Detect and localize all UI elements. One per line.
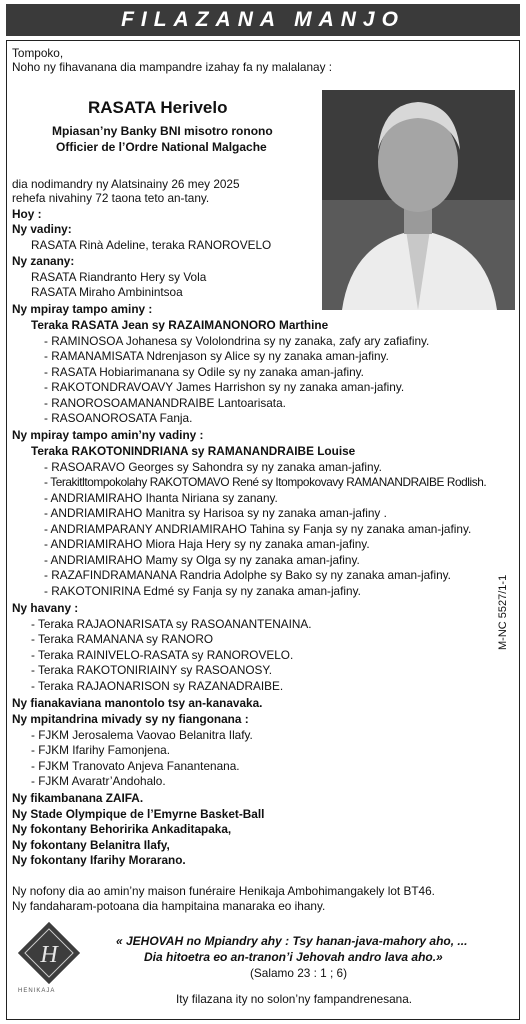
- page-header: [6, 4, 520, 36]
- mpitandrina-label: Ny mpitandrina mivady sy ny fiangonana :: [12, 712, 249, 726]
- death-date: dia nodimandry ny Alatsinainy 26 mey 2025: [12, 177, 240, 191]
- mpiray-entry: - RAMANAMISATA Ndrenjason sy Alice sy ny zanaka aman-jafiny.: [44, 349, 389, 363]
- deceased-title-2: Officier de l’Ordre National Malgache: [56, 140, 267, 154]
- death-age: rehefa nivahiny 72 taona teto an-tany.: [12, 191, 210, 205]
- mpiray-vady-entry: - RAZAFINDRAMANANA Randria Adolphe sy Bako sy ny zanaka aman-jafiny.: [44, 568, 451, 582]
- portrait-image: [322, 90, 515, 310]
- church-entry: - FJKM Avaratr’Andohalo.: [31, 774, 166, 788]
- diamond-logo-icon: [18, 922, 80, 984]
- havany-entry: - Teraka RAKOTONIRIAINY sy RASOANOSY.: [31, 663, 273, 677]
- vadiny-label: Ny vadiny:: [12, 222, 72, 236]
- deceased-title-1: Mpiasan’ny Banky BNI misotro ronono: [52, 124, 273, 138]
- mpiray-vady-entry: - Terakitltompokolahy RAKOTOMAVO René sy Itompokovavy RAMANANDRAIBE Rodlish.: [44, 475, 487, 489]
- mpiray-entry: - RASATA Hobiarimanana sy Odile sy ny zanaka aman-jafiny.: [44, 365, 364, 379]
- mpiray-vady-parents: Teraka RAKOTONINDRIANA sy RAMANANDRAIBE Louise: [31, 444, 356, 458]
- header-title: FILAZANA MANJO: [121, 8, 405, 31]
- havany-entry: - Teraka RAJAONARISATA sy RASOANANTENAINA.: [31, 617, 312, 631]
- fianakaviana-line: Ny fianakaviana manontolo tsy an-kanavaka.: [12, 696, 263, 710]
- scripture-line-2: Dia hitoetra eo an-tranon’i Jehovah andro lava aho.»: [144, 950, 443, 964]
- mpiray-vady-entry: - ANDRIAMPARANY ANDRIAMIRAHO Tahina sy Fanja sy ny zanaka aman-jafiny.: [44, 522, 472, 536]
- association-line: Ny fokontany Ifarihy Morarano.: [12, 853, 186, 867]
- scripture-reference: (Salamo 23 : 1 ; 6): [250, 966, 348, 980]
- mpiray-vady-entry: - ANDRIAMIRAHO Miora Haja Hery sy ny zanaka aman-jafiny.: [44, 537, 370, 551]
- havany-entry: - Teraka RAMANANA sy RANORO: [31, 632, 214, 646]
- association-line: Ny Stade Olympique de l’Emyrne Basket-Ball: [12, 807, 265, 821]
- mpiray-vady-entry: - RAKOTONIRINA Edmé sy Fanja sy ny zanaka aman-jafiny.: [44, 584, 361, 598]
- svg-text:H: H: [40, 942, 58, 968]
- intro-text: Noho ny fihavanana dia mampandre izahay fa ny malalanay :: [12, 60, 333, 74]
- salutation: Tompoko,: [12, 46, 64, 60]
- funeral-home-logo: [18, 922, 80, 984]
- havany-entry: - Teraka RAINIVELO-RASATA sy RANOROVELO.: [31, 648, 294, 662]
- funeral-home-info: Ny nofony dia ao amin’ny maison funéraire Henikaja Ambohimangakely lot BT46.: [12, 884, 435, 898]
- hoy-label: Hoy :: [12, 207, 42, 221]
- zanany-entry: RASATA Riandranto Hery sy Vola: [31, 270, 207, 284]
- mpiray-vady-entry: - ANDRIAMIRAHO Mamy sy Olga sy ny zanaka aman-jafiny.: [44, 553, 360, 567]
- association-line: Ny fikambanana ZAIFA.: [12, 791, 144, 805]
- mpiray-entry: - RAKOTONDRAVOAVY James Harrishon sy ny zanaka aman-jafiny.: [44, 380, 405, 394]
- mpiray-vady-label: Ny mpiray tampo amin’ny vadiny :: [12, 428, 204, 442]
- church-entry: - FJKM Tranovato Anjeva Fanantenana.: [31, 759, 240, 773]
- reference-code: M-NC 5527/1-1: [497, 574, 509, 650]
- deceased-portrait: [322, 90, 515, 310]
- association-line: Ny fokontany Behoririka Ankaditapaka,: [12, 822, 232, 836]
- association-line: Ny fokontany Belanitra Ilafy,: [12, 838, 170, 852]
- mpiray-label: Ny mpiray tampo aminy :: [12, 302, 153, 316]
- vadiny-entry: RASATA Rinà Adeline, teraka RANOROVELO: [31, 238, 272, 252]
- mpiray-entry: - RASOANOROSATA Fanja.: [44, 411, 193, 425]
- mpiray-entry: - RAMINOSOA Johanesa sy Vololondrina sy ny zanaka, zafy ary zafiafiny.: [44, 334, 430, 348]
- deceased-name: RASATA Herivelo: [88, 98, 228, 117]
- mpiray-vady-entry: - RASOARAVO Georges sy Sahondra sy ny zanaka aman-jafiny.: [44, 460, 382, 474]
- logo-wordmark: HENIKAJA: [18, 988, 56, 994]
- mpiray-entry: - RANOROSOAMANANDRAIBE Lantoarisata.: [44, 396, 286, 410]
- zanany-label: Ny zanany:: [12, 254, 75, 268]
- schedule-info: Ny fandaharam-potoana dia hampitaina manaraka eo ihany.: [12, 899, 326, 913]
- mpiray-parents: Teraka RASATA Jean sy RAZAIMANONORO Marthine: [31, 318, 329, 332]
- scripture-line-1: « JEHOVAH no Mpiandry ahy : Tsy hanan-java-mahory aho, ...: [116, 934, 468, 948]
- footer-note: Ity filazana ity no solon’ny fampandrenesana.: [176, 992, 413, 1006]
- havany-entry: - Teraka RAJAONARISON sy RAZANADRAIBE.: [31, 679, 284, 693]
- zanany-entry: RASATA Miraho Ambinintsoa: [31, 285, 183, 299]
- mpiray-vady-entry: - ANDRIAMIRAHO Ihanta Niriana sy zanany.: [44, 491, 278, 505]
- church-entry: - FJKM Jerosalema Vaovao Belanitra Ilafy.: [31, 728, 253, 742]
- mpiray-vady-entry: - ANDRIAMIRAHO Manitra sy Harisoa sy ny zanaka aman-jafiny .: [44, 506, 387, 520]
- havany-label: Ny havany :: [12, 601, 79, 615]
- church-entry: - FJKM Ifarihy Famonjena.: [31, 743, 170, 757]
